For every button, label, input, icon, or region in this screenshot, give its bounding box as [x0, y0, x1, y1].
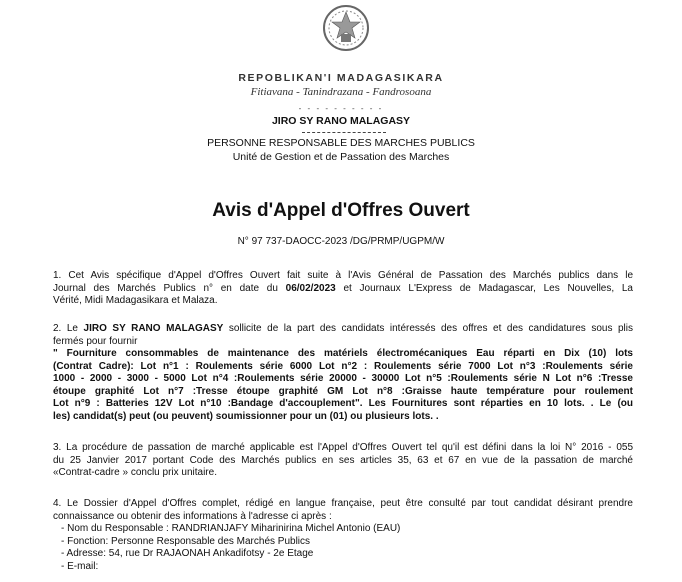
ugpm-heading: Unité de Gestion et de Passation des Marches	[232, 151, 450, 163]
republic-name: REPOBLIKAN'I MADAGASIKARA	[238, 72, 444, 84]
paragraph-line: «Contrat-cadre » conclu prix unitaire.	[53, 467, 217, 478]
notice-date: 06/02/2023	[285, 282, 336, 294]
paragraph-line: 1. Cet Avis spécifique d'Appel d'Offres Ouvert fait suite à l'Avis Général de Passation des Marchés publics dans le	[53, 270, 633, 281]
prmp-heading: PERSONNE RESPONSABLE DES MARCHES PUBLICS	[207, 137, 475, 149]
contact-email: - E-mail:	[61, 560, 99, 572]
paragraph-3	[53, 442, 633, 480]
paragraph-line: 3. La procédure de passation de marché applicable est l'Appel d'Offres Ouvert tel qu'il est défini dans la loi N° 2016 - 055	[53, 442, 633, 453]
paragraph-1	[53, 270, 633, 308]
paragraph-line	[53, 283, 633, 296]
paragraph-line: les) candidat(s) peut (ou peuvent) soumissionner pour un (01) ou plusieurs lots. .	[53, 410, 439, 422]
text-run: et Journaux L'Express de Madagascar, Les Nouvelles, La	[335, 282, 633, 294]
paragraph-line: " Fourniture consommables de maintenance des matériels électromécaniques Eau réparti en Dix (10) lots	[53, 348, 633, 359]
paragraph-line: (Contrat Cadre): Lot n°1 : Roulements série 6000 Lot n°2 : Roulements série 7000 Lot n°3 :Roulements série	[53, 360, 633, 372]
paragraph-line: connaissance ou obtenir des informations à l'adresse ci après :	[53, 510, 332, 522]
contact-function: - Fonction: Personne Responsable des Marchés Publics	[61, 535, 311, 547]
paragraph-2	[53, 323, 633, 423]
paragraph-line: Lot n°9 : Batteries 12V Lot n°10 :Bandage d'accouplement". Les Fournitures sont réparties en 10 lots. . Le (ou	[53, 398, 633, 409]
text-run: 2. Le	[53, 323, 84, 334]
separator-dashes: - - - - - - - - - -	[298, 104, 384, 113]
paragraph-line: Vérité, Midi Madagasikara et Malaza.	[53, 295, 218, 306]
paragraph-line: 4. Le Dossier d'Appel d'Offres complet, rédigé en langue française, peut être consulté par tout candidat désirant prendre	[53, 498, 633, 509]
paragraph-line: du 25 Janvier 2017 portant Code des Marchés publics en ses articles 35, 63 et 67 en vue de la passation de marché	[53, 454, 633, 466]
notice-reference: N° 97 737-DAOCC-2023 /DG/PRMP/UGPM/W	[237, 236, 445, 247]
coat-of-arms-seal	[322, 4, 370, 52]
organization-mention: JIRO SY RANO MALAGASY	[83, 323, 224, 334]
paragraph-line: fermés pour fournir	[53, 335, 138, 347]
organization-name: JIRO SY RANO MALAGASY	[271, 115, 411, 127]
notice-title: Avis d'Appel d'Offres Ouvert	[212, 200, 470, 221]
contact-address: - Adresse: 54, rue Dr RAJAONAH Ankadifotsy - 2e Etage	[61, 548, 314, 559]
contact-responsible: - Nom du Responsable : RANDRIANJAFY Miharinirina Michel Antonio (EAU)	[61, 523, 401, 534]
national-motto: Fitiavana - Tanindrazana - Fandrosoana	[250, 86, 432, 98]
text-run: Journal des Marchés Publics n° en date du	[53, 282, 286, 294]
paragraph-line	[53, 323, 633, 336]
dashed-divider	[302, 132, 386, 133]
paragraph-line: 1000 - 2000 - 3000 - 5000 Lot n°4 :Roulements série 20000 - 30000 Lot n°5 :Roulements série N Lot n°6 :Tresse	[53, 373, 633, 384]
text-run: sollicite de la part des candidats intéressés des offres et des candidatures sous plis	[223, 323, 633, 334]
paragraph-line: étoupe graphité Lot n°7 :Tresse étoupe graphité GM Lot n°8 :Graisse haute température pour roulement	[53, 385, 633, 397]
paragraph-4	[53, 498, 633, 573]
